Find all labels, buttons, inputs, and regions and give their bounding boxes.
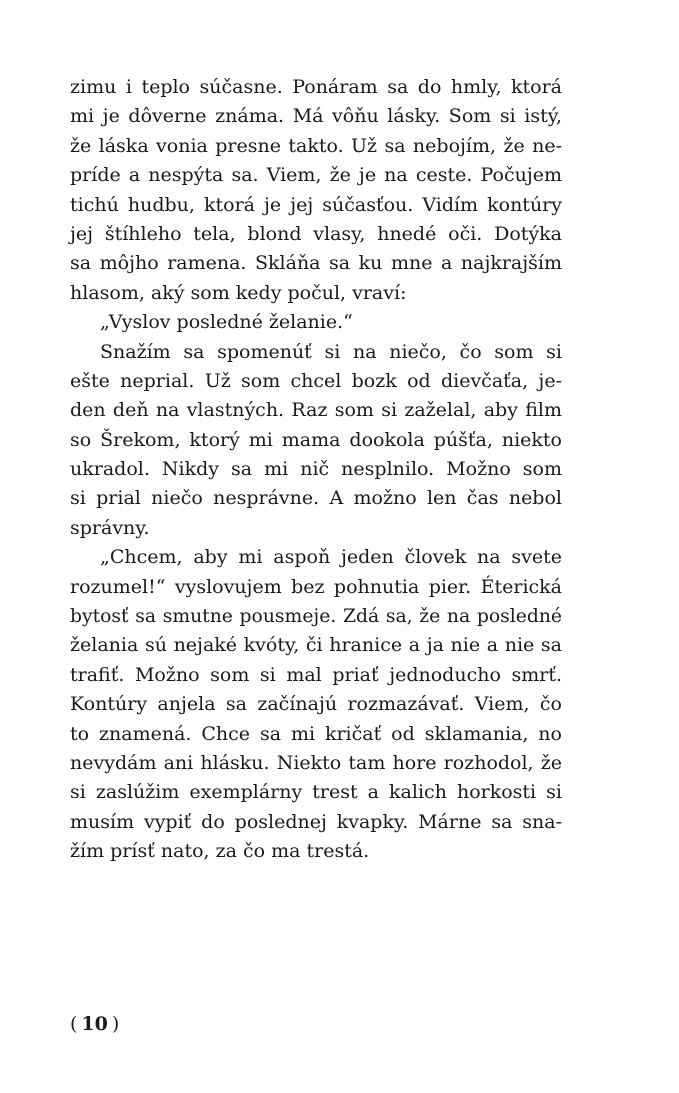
text-line: trafiť. Možno som si mal priať jednoducho smrť.	[70, 663, 562, 686]
page-number-value: 10	[81, 1013, 108, 1035]
text-line: zimu i teplo súčasne. Ponáram sa do hmly, ktorá	[70, 76, 562, 98]
text-line: tichú hudbu, ktorá je jej súčasťou. Vidím kontúry	[70, 193, 562, 216]
text-line: želania sú nejaké kvóty, či hranice a ja nie a nie sa	[70, 634, 562, 657]
text-line: Kontúry anjela sa začínajú rozmazávať. Viem, čo	[70, 693, 562, 716]
paragraph	[70, 338, 562, 544]
text-line: „Chcem, aby mi aspoň jeden človek na svete	[100, 546, 562, 569]
text-line: jej štíhleho tela, blond vlasy, hnedé oči. Dotýka	[70, 222, 562, 245]
text-line: si prial niečo nesprávne. A možno len čas nebol	[70, 487, 562, 510]
text-line: hlasom, aký som kedy počul, vraví:	[70, 281, 407, 304]
text-line: si zaslúžim exemplárny trest a kalich horkosti si	[70, 781, 562, 804]
text-line: nevydám ani hlásku. Niekto tam hore rozhodol, že	[70, 751, 562, 774]
text-line: sa môjho ramena. Skláňa sa ku mne a najkrajším	[70, 252, 562, 275]
text-line: den deň na vlastných. Raz som si zaželal, aby film	[70, 399, 562, 422]
text-line: musím vypiť do poslednej kvapky. Márne sa sna-	[70, 810, 562, 833]
page-number-close-paren: )	[111, 1013, 120, 1035]
text-line: bytosť sa smutne pousmeje. Zdá sa, že na posledné	[70, 606, 562, 628]
text-line: rozumel!“ vyslovujem bez pohnutia pier. Éterická	[70, 575, 562, 598]
text-line: „Vyslov posledné želanie.“	[100, 311, 353, 334]
paragraph	[70, 543, 562, 866]
text-line: Snažím sa spomenúť si na niečo, čo som si	[100, 340, 562, 363]
text-line: žím prísť nato, za čo ma trestá.	[70, 840, 370, 863]
text-line: správny.	[70, 516, 150, 539]
text-line: ešte neprial. Už som chcel bozk od dievčaťa, je-	[70, 369, 562, 392]
paragraph	[70, 73, 562, 308]
page-number	[70, 1013, 119, 1035]
paragraph	[70, 308, 562, 337]
text-line: ukradol. Nikdy sa mi nič nesplnilo. Možno som	[70, 458, 562, 481]
page-number-open-paren: (	[70, 1013, 78, 1035]
text-line: to znamená. Chce sa mi kričať od sklamania, no	[70, 722, 562, 745]
text-line: príde a nespýta sa. Viem, že je na ceste. Počujem	[70, 164, 562, 187]
text-line: že láska vonia presne takto. Už sa nebojím, že ne-	[70, 134, 562, 157]
text-line: so Šrekom, ktorý mi mama dookola púšťa, niekto	[70, 428, 562, 451]
text-line: mi je dôverne známa. Má vôňu lásky. Som si istý,	[70, 105, 562, 128]
body-text	[70, 73, 562, 867]
